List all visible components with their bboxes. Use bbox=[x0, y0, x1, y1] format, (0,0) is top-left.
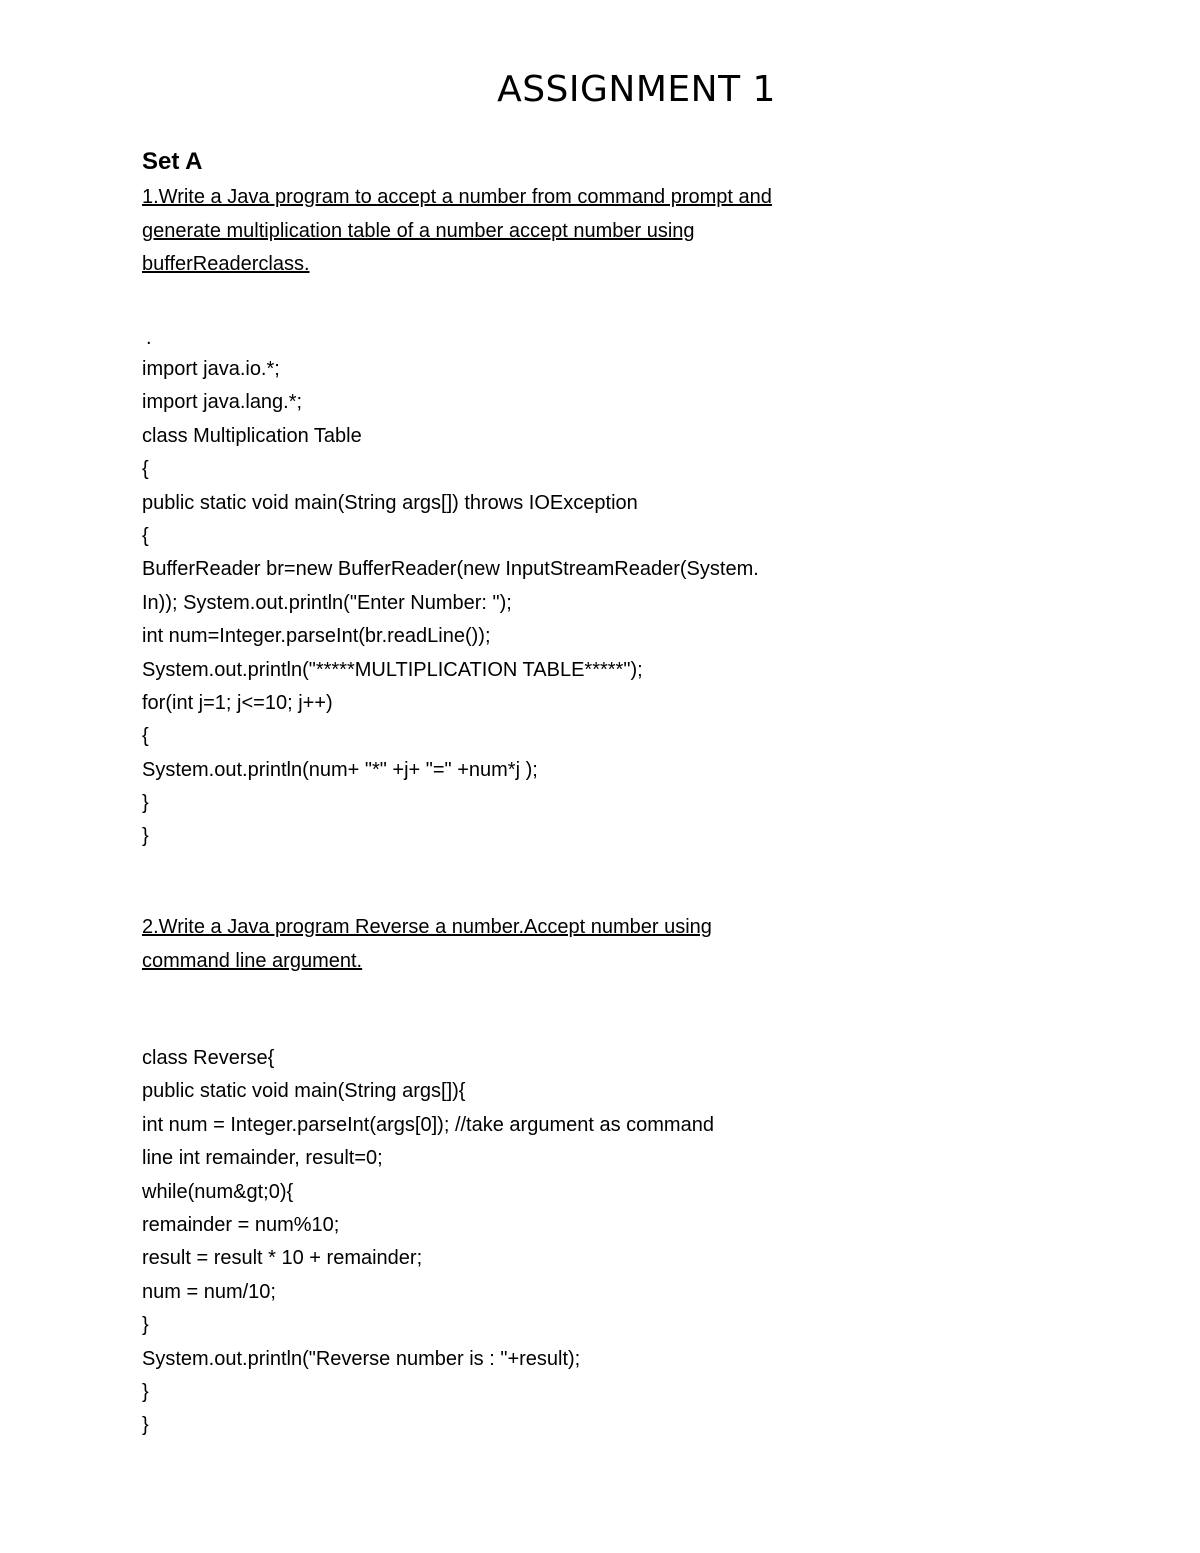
code-line: import java.lang.*; bbox=[142, 391, 303, 414]
code-line: line int remainder, result=0; bbox=[142, 1147, 383, 1170]
code-line: } bbox=[142, 1314, 149, 1337]
question-1-prompt: 1.Write a Java program to accept a number from command prompt and generate multiplication table of a number accept number using bufferReaderclass. bbox=[142, 186, 772, 275]
code-line: int num=Integer.parseInt(br.readLine()); bbox=[142, 625, 491, 648]
question-2-prompt: 2.Write a Java program Reverse a number.Accept number using command line argument. bbox=[142, 916, 712, 972]
code-line: System.out.println("*****MULTIPLICATION TABLE*****"); bbox=[142, 658, 643, 681]
code-line: public static void main(String args[]) throws IOException bbox=[142, 491, 638, 514]
question-2-code bbox=[142, 1042, 902, 1443]
separator-dot: . bbox=[146, 327, 152, 349]
code-line: import java.io.*; bbox=[142, 358, 280, 380]
code-line: while(num&gt;0){ bbox=[142, 1180, 294, 1203]
code-line: public static void main(String args[]){ bbox=[142, 1080, 466, 1103]
code-line: remainder = num%10; bbox=[142, 1213, 340, 1236]
code-line: In)); System.out.println("Enter Number: "); bbox=[142, 591, 512, 614]
code-line: { bbox=[142, 524, 149, 547]
code-line: BufferReader br=new BufferReader(new InputStreamReader(System. bbox=[142, 558, 759, 581]
code-line: int num = Integer.parseInt(args[0]); //take argument as command bbox=[142, 1113, 714, 1136]
code-line: System.out.println(num+ "*" +j+ "=" +num*j ); bbox=[142, 758, 538, 781]
code-line: } bbox=[142, 825, 149, 848]
code-line: result = result * 10 + remainder; bbox=[142, 1247, 423, 1270]
question-1-code bbox=[142, 353, 902, 854]
code-line: { bbox=[142, 725, 149, 748]
code-line: { bbox=[142, 458, 149, 481]
code-line: num = num/10; bbox=[142, 1280, 276, 1303]
set-heading: Set A bbox=[142, 148, 203, 175]
code-line: } bbox=[142, 1414, 149, 1437]
document-title: ASSIGNMENT 1 bbox=[497, 69, 776, 110]
code-line: class Multiplication Table bbox=[142, 424, 362, 447]
code-line: System.out.println("Reverse number is : "+result); bbox=[142, 1347, 581, 1370]
code-line: for(int j=1; j<=10; j++) bbox=[142, 691, 333, 714]
code-line: class Reverse{ bbox=[142, 1047, 275, 1069]
code-line: } bbox=[142, 792, 149, 815]
code-line: } bbox=[142, 1380, 149, 1403]
